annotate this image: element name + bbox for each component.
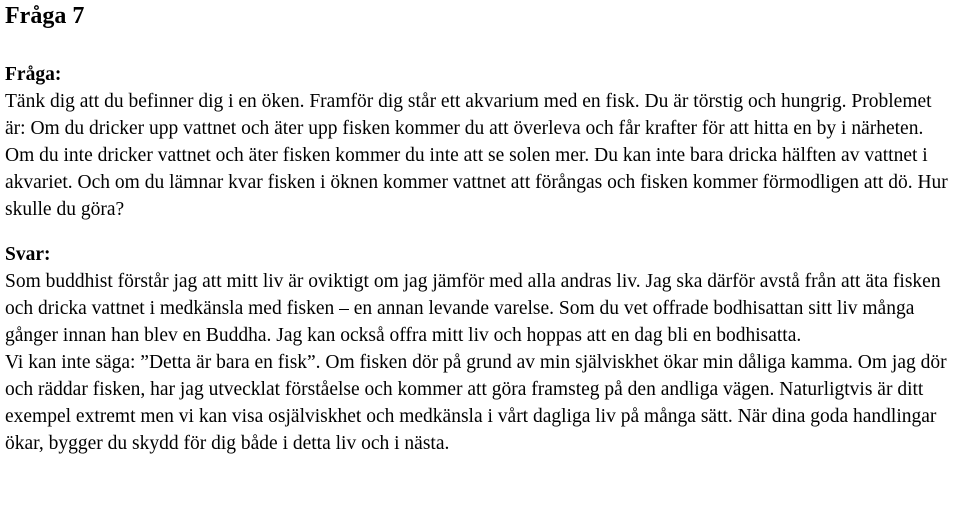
answer-paragraph-1: Som buddhist förstår jag att mitt liv är oviktigt om jag jämför med alla andras liv. Jag ska därför avstå från att äta fisken och dricka vattnet i medkänsla med fisken – en annan levande varelse. Som du vet offrade bodhisattan sitt liv många gånger innan han blev en Buddha. Jag kan också offra mitt liv och hoppas att en dag bli en bodhisatta.: [5, 271, 941, 346]
question-label: Fråga:: [5, 64, 62, 85]
page-title: Fråga 7: [5, 3, 85, 29]
document-page: [5, 0, 955, 457]
answer-label: Svar:: [5, 244, 51, 265]
answer-paragraph-2: Vi kan inte säga: ”Detta är bara en fisk”. Om fisken dör på grund av min själviskhet ökar min dåliga kamma. Om jag dör och räddar fisken, har jag utvecklat förståelse och kommer att göra framsteg på den andliga vägen. Naturligtvis är ditt exempel extremt men vi kan visa osjälviskhet och medkänsla i vårt dagliga liv på många sätt. När dina goda handlingar ökar, bygger du skydd för dig både i detta liv och i nästa.: [5, 352, 947, 454]
question-text: Tänk dig att du befinner dig i en öken. Framför dig står ett akvarium med en fisk. Du är törstig och hungrig. Problemet är: Om du dricker upp vattnet och äter upp fisken kommer du att överleva och får krafter för att hitta en by i närheten. Om du inte dricker vattnet och äter fisken kommer du inte att se solen mer. Du kan inte bara dricka hälften av vattnet i akvariet. Och om du lämnar kvar fisken i öknen kommer vattnet att förångas och fisken kommer förmodligen att dö. Hur skulle du göra?: [5, 91, 948, 220]
